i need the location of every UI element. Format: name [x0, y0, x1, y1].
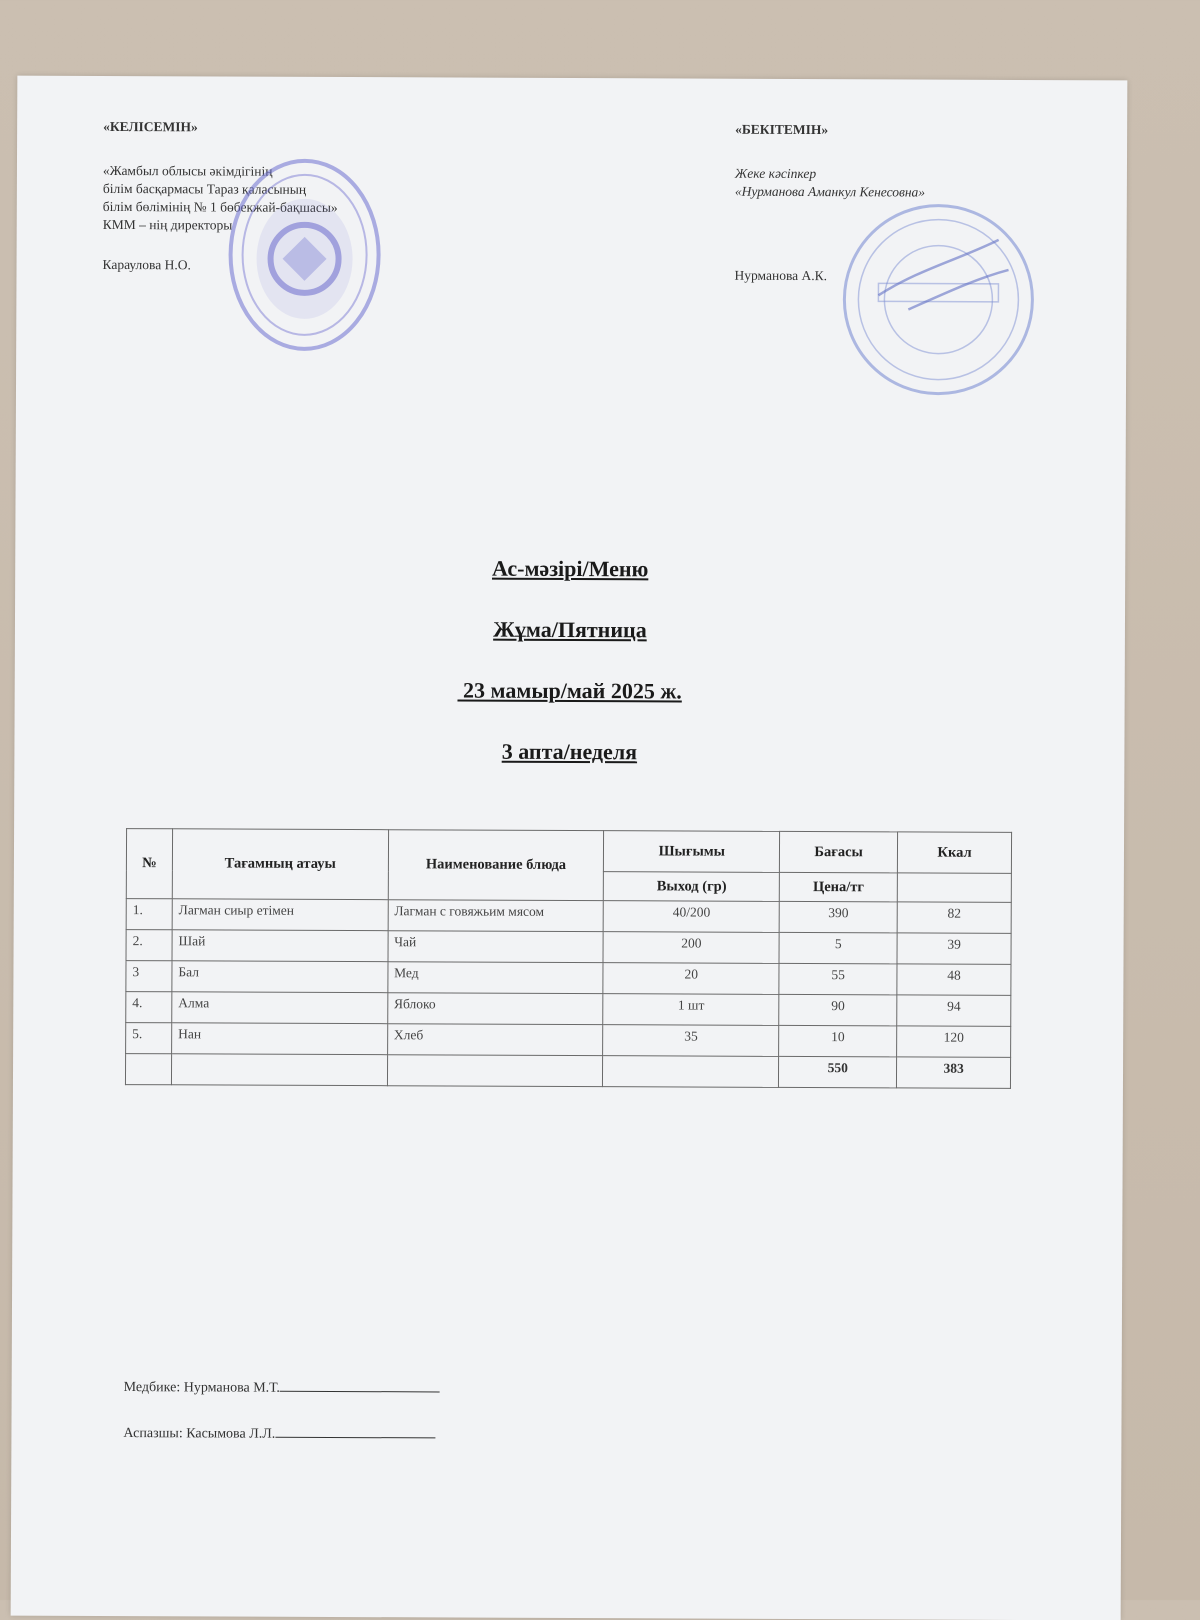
right-signer: Нурманова А.К.: [734, 267, 828, 284]
table-header-row: [126, 829, 1011, 874]
row-num: 3: [126, 961, 172, 992]
row-output: 35: [603, 1025, 779, 1057]
row-num: 5.: [126, 1023, 172, 1054]
col-name-kz-header: Тағамның атауы: [172, 829, 388, 900]
row-price: 5: [779, 932, 897, 964]
col-name-ru-header: Наименование блюда: [388, 830, 604, 901]
col-price-ru-header: Цена/тг: [780, 872, 898, 902]
total-kcal: 383: [897, 1057, 1011, 1088]
entrepreneur-role: Жеке кәсіпкер: [734, 165, 817, 182]
row-price: 390: [779, 901, 897, 933]
table-total-row: [125, 1054, 1010, 1089]
col-num-header: №: [126, 829, 172, 899]
approved-title: «БЕКІТЕМІН»: [735, 121, 829, 138]
row-name-kz: Лагман сиыр етімен: [172, 899, 388, 931]
table-row: [126, 992, 1011, 1027]
entrepreneur-name: «Нурманова Аманкул Кенесовна»: [734, 183, 926, 200]
row-num: 4.: [126, 992, 172, 1023]
total-price: 550: [779, 1056, 897, 1088]
signature-blank: [275, 1423, 435, 1439]
signature-blank: [280, 1377, 440, 1393]
table-row: [126, 930, 1011, 965]
right-round-stamp: [838, 199, 1039, 400]
row-kcal: 48: [897, 964, 1011, 995]
org-line: КММ – нің директоры: [102, 216, 233, 233]
weekday: Жұма/Пятница: [493, 616, 647, 643]
row-price: 55: [779, 963, 897, 995]
left-round-stamp: [224, 154, 385, 355]
row-name-ru: Лагман с говяжьим мясом: [388, 900, 604, 932]
org-line: «Жамбыл облысы әкімдігінің: [102, 162, 273, 179]
col-price-kz-header: Бағасы: [780, 831, 898, 873]
org-line: білім бөлімінің № 1 бөбекжай-бақшасы»: [102, 198, 338, 215]
row-name-ru: Яблоко: [387, 993, 603, 1025]
row-name-ru: Чай: [388, 931, 604, 963]
left-signer: Караулова Н.О.: [102, 256, 191, 273]
row-name-ru: Хлеб: [387, 1024, 603, 1056]
row-name-kz: Шай: [172, 930, 388, 962]
row-name-kz: Нан: [172, 1023, 388, 1055]
agreed-title: «КЕЛІСЕМІН»: [103, 118, 198, 135]
row-kcal: 120: [897, 1026, 1011, 1057]
menu-table: [125, 828, 1012, 1089]
cook-label: Аспазшы: Касымова Л.Л.: [123, 1426, 276, 1442]
row-kcal: 82: [897, 902, 1011, 933]
table-row: [126, 899, 1011, 934]
menu-title: Ас-мәзірі/Меню: [491, 555, 649, 582]
row-kcal: 39: [897, 933, 1011, 964]
row-name-kz: Алма: [172, 992, 388, 1024]
row-kcal: 94: [897, 995, 1011, 1026]
row-output: 1 шт: [603, 994, 779, 1026]
row-price: 90: [779, 994, 897, 1026]
row-output: 40/200: [604, 901, 780, 933]
col-kcal-sub-header: [897, 873, 1011, 902]
org-line: білім басқармасы Тараз қаласының: [102, 180, 307, 197]
row-num: 1.: [126, 899, 172, 930]
row-output: 20: [603, 963, 779, 995]
col-output-kz-header: Шығымы: [604, 831, 780, 873]
document-page: [11, 76, 1128, 1620]
row-price: 10: [779, 1025, 897, 1057]
col-kcal-header: Ккал: [898, 832, 1012, 873]
nurse-label: Медбике: Нурманова М.Т.: [123, 1380, 280, 1396]
row-output: 200: [603, 932, 779, 964]
menu-date: 23 мамыр/май 2025 ж.: [457, 677, 682, 704]
week-number: 3 апта/неделя: [501, 738, 638, 765]
nurse-signature-line: [124, 1376, 440, 1397]
row-name-kz: Бал: [172, 961, 388, 993]
menu-heading: [14, 554, 1125, 803]
row-num: 2.: [126, 930, 172, 961]
cook-signature-line: [123, 1422, 435, 1443]
table-row: [126, 1023, 1011, 1058]
table-row: [126, 961, 1011, 996]
col-output-ru-header: Выход (гр): [604, 872, 780, 902]
row-name-ru: Мед: [388, 962, 604, 994]
